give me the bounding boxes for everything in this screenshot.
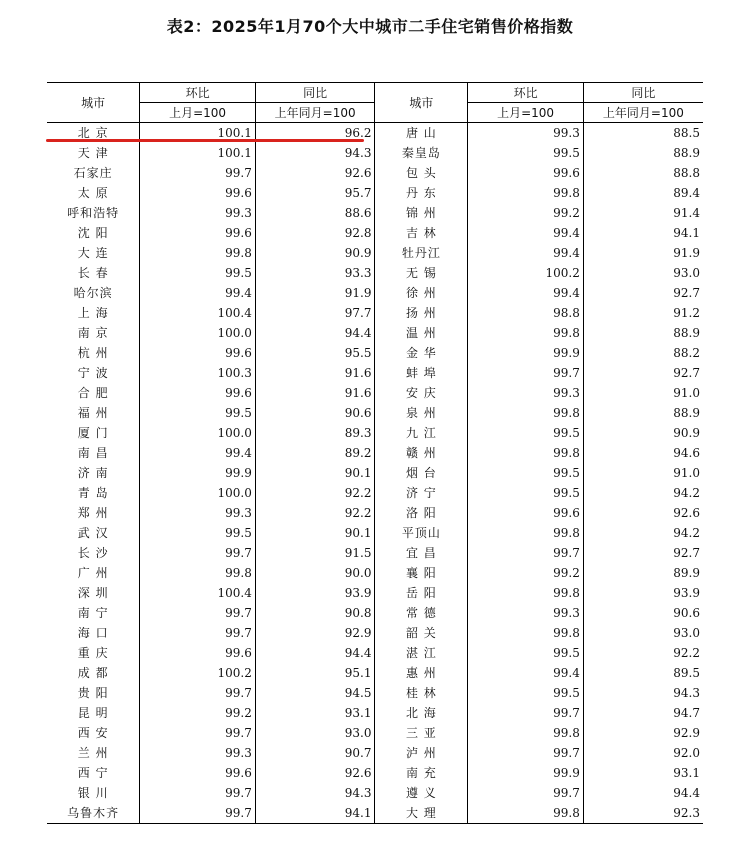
yoy-left-cell: 95.5 — [255, 343, 375, 363]
mom-left-cell: 99.4 — [140, 283, 256, 303]
table-row — [47, 263, 703, 283]
city-right-cell: 无 锡 — [375, 263, 468, 283]
city-right-cell: 惠 州 — [375, 663, 468, 683]
city-left-cell: 合 肥 — [77, 386, 109, 400]
city-right-cell: 桂 林 — [375, 683, 468, 703]
city-left-cell: 上 海 — [77, 306, 109, 320]
city-right-cell: 赣 州 — [375, 443, 468, 463]
mom-left-cell: 99.3 — [140, 743, 256, 763]
table-row — [47, 563, 703, 583]
yoy-right-cell: 92.7 — [583, 543, 703, 563]
yoy-left-cell: 97.7 — [255, 303, 375, 323]
mom-right-cell: 99.5 — [468, 483, 584, 503]
table-row — [47, 623, 703, 643]
yoy-right-cell: 94.6 — [583, 443, 703, 463]
mom-left-cell: 100.0 — [140, 423, 256, 443]
yoy-right-cell: 92.6 — [583, 503, 703, 523]
mom-left-cell: 99.7 — [140, 803, 256, 824]
city-left-cell: 太 原 — [77, 186, 109, 200]
yoy-right-cell: 89.9 — [583, 563, 703, 583]
city-left-cell: 福 州 — [77, 406, 109, 420]
yoy-right-cell: 94.4 — [583, 783, 703, 803]
table-row — [47, 163, 703, 183]
mom-left-cell: 99.5 — [140, 523, 256, 543]
yoy-right-cell: 94.1 — [583, 223, 703, 243]
table-row — [47, 403, 703, 423]
yoy-left-cell: 90.7 — [255, 743, 375, 763]
yoy-left-cell: 92.8 — [255, 223, 375, 243]
city-right-cell: 南 充 — [375, 763, 468, 783]
city-right-cell: 遵 义 — [375, 783, 468, 803]
city-right-cell: 韶 关 — [375, 623, 468, 643]
table-row — [47, 443, 703, 463]
mom-right-cell: 99.4 — [468, 243, 584, 263]
yoy-left-cell: 89.3 — [255, 423, 375, 443]
city-right-cell: 湛 江 — [375, 643, 468, 663]
yoy-right-cell: 93.9 — [583, 583, 703, 603]
city-left-cell: 沈 阳 — [77, 226, 109, 240]
city-left-cell: 南 京 — [77, 326, 109, 340]
city-left-cell: 天 津 — [77, 146, 109, 160]
city-right-cell: 大 理 — [375, 803, 468, 824]
yoy-right-cell: 92.2 — [583, 643, 703, 663]
mom-left-cell: 99.6 — [140, 383, 256, 403]
yoy-left-cell: 92.2 — [255, 503, 375, 523]
mom-right-cell: 99.8 — [468, 443, 584, 463]
mom-right-cell: 99.7 — [468, 743, 584, 763]
mom-right-cell: 99.8 — [468, 403, 584, 423]
city-right-cell: 包 头 — [375, 163, 468, 183]
city-right-cell: 徐 州 — [375, 283, 468, 303]
mom-left-cell: 99.2 — [140, 703, 256, 723]
yoy-left-cell: 93.9 — [255, 583, 375, 603]
yoy-left-cell: 92.6 — [255, 763, 375, 783]
yoy-left-cell: 91.6 — [255, 363, 375, 383]
city-right-cell: 襄 阳 — [375, 563, 468, 583]
mom-right-cell: 99.5 — [468, 423, 584, 443]
mom-right-cell: 99.7 — [468, 543, 584, 563]
table-row — [47, 703, 703, 723]
table-title: 表2：2025年1月70个大中城市二手住宅销售价格指数 — [166, 17, 574, 36]
table-row — [47, 603, 703, 623]
yoy-right-cell: 89.5 — [583, 663, 703, 683]
city-right-cell: 岳 阳 — [375, 583, 468, 603]
mom-left-cell: 99.6 — [140, 223, 256, 243]
table-row — [47, 243, 703, 263]
city-right-cell: 锦 州 — [375, 203, 468, 223]
city-left-cell: 重 庆 — [77, 646, 109, 660]
mom-right-cell: 99.9 — [468, 343, 584, 363]
mom-left-cell: 99.6 — [140, 183, 256, 203]
mom-left-cell: 100.4 — [140, 583, 256, 603]
mom-right-cell: 99.4 — [468, 663, 584, 683]
city-left-cell: 西 安 — [77, 726, 109, 740]
mom-right-cell: 99.7 — [468, 783, 584, 803]
city-left-cell: 哈尔滨 — [73, 286, 113, 300]
yoy-right-cell: 91.4 — [583, 203, 703, 223]
city-left-cell: 宁 波 — [77, 366, 109, 380]
yoy-left-cell: 90.9 — [255, 243, 375, 263]
mom-right-cell: 99.2 — [468, 563, 584, 583]
mom-right-cell: 99.5 — [468, 643, 584, 663]
yoy-base-right: 上年同月=100 — [583, 103, 703, 123]
city-left-cell: 深 圳 — [77, 586, 109, 600]
yoy-right-cell: 93.1 — [583, 763, 703, 783]
yoy-left-cell: 90.1 — [255, 463, 375, 483]
city-left-cell: 贵 阳 — [77, 686, 109, 700]
yoy-right-cell: 93.0 — [583, 623, 703, 643]
yoy-right-cell: 94.2 — [583, 523, 703, 543]
yoy-left-cell: 95.1 — [255, 663, 375, 683]
mom-left-cell: 99.7 — [140, 623, 256, 643]
table-row — [47, 423, 703, 443]
mom-left-cell: 99.9 — [140, 463, 256, 483]
mom-left-cell: 99.4 — [140, 443, 256, 463]
table-row — [47, 183, 703, 203]
yoy-right-cell: 92.7 — [583, 283, 703, 303]
mom-left-cell: 99.5 — [140, 403, 256, 423]
city-left-cell: 海 口 — [77, 626, 109, 640]
mom-right-cell: 99.8 — [468, 623, 584, 643]
table-row — [47, 523, 703, 543]
yoy-right-cell: 92.7 — [583, 363, 703, 383]
yoy-right-cell: 91.0 — [583, 383, 703, 403]
yoy-right-cell: 92.9 — [583, 723, 703, 743]
yoy-left-cell: 94.3 — [255, 783, 375, 803]
yoy-left-cell: 90.6 — [255, 403, 375, 423]
yoy-right-cell: 88.9 — [583, 403, 703, 423]
table-row — [47, 783, 703, 803]
mom-left-cell: 99.8 — [140, 243, 256, 263]
mom-left-cell: 99.7 — [140, 783, 256, 803]
city-right-cell: 烟 台 — [375, 463, 468, 483]
city-right-cell: 三 亚 — [375, 723, 468, 743]
city-left-cell: 大 连 — [77, 246, 109, 260]
mom-right-cell: 99.8 — [468, 803, 584, 824]
yoy-header-right: 同比 — [583, 83, 703, 103]
mom-left-cell: 100.2 — [140, 663, 256, 683]
city-right-cell: 济 宁 — [375, 483, 468, 503]
mom-right-cell: 98.8 — [468, 303, 584, 323]
yoy-left-cell: 93.0 — [255, 723, 375, 743]
mom-right-cell: 99.8 — [468, 183, 584, 203]
yoy-left-cell: 90.1 — [255, 523, 375, 543]
yoy-right-cell: 90.9 — [583, 423, 703, 443]
yoy-right-cell: 92.3 — [583, 803, 703, 824]
table-body — [47, 123, 703, 824]
table-row — [47, 643, 703, 663]
city-left-cell: 银 川 — [77, 786, 109, 800]
city-left-cell: 乌鲁木齐 — [47, 803, 140, 824]
city-left-cell: 郑 州 — [77, 506, 109, 520]
yoy-left-cell: 93.1 — [255, 703, 375, 723]
yoy-right-cell: 94.7 — [583, 703, 703, 723]
city-left-cell: 石家庄 — [73, 166, 113, 180]
table-row — [47, 363, 703, 383]
mom-right-cell: 99.2 — [468, 203, 584, 223]
mom-right-cell: 99.6 — [468, 163, 584, 183]
yoy-right-cell: 88.9 — [583, 323, 703, 343]
city-left-cell: 广 州 — [77, 566, 109, 580]
mom-left-cell: 99.3 — [140, 203, 256, 223]
city-left-cell: 成 都 — [77, 666, 109, 680]
mom-left-cell: 100.0 — [140, 483, 256, 503]
mom-right-cell: 99.9 — [468, 763, 584, 783]
yoy-right-cell: 94.3 — [583, 683, 703, 703]
yoy-left-cell: 94.1 — [255, 803, 375, 824]
city-left-cell: 青 岛 — [77, 486, 109, 500]
yoy-left-cell: 92.9 — [255, 623, 375, 643]
table-row — [47, 343, 703, 363]
table-row — [47, 763, 703, 783]
yoy-left-cell: 91.5 — [255, 543, 375, 563]
yoy-right-cell: 91.2 — [583, 303, 703, 323]
mom-left-cell: 99.6 — [140, 643, 256, 663]
yoy-left-cell: 94.3 — [255, 143, 375, 163]
yoy-left-cell: 88.6 — [255, 203, 375, 223]
mom-right-cell: 99.5 — [468, 683, 584, 703]
mom-right-cell: 99.5 — [468, 463, 584, 483]
mom-left-cell: 99.6 — [140, 763, 256, 783]
mom-right-cell: 99.4 — [468, 283, 584, 303]
city-right-cell: 安 庆 — [375, 383, 468, 403]
yoy-left-cell: 92.6 — [255, 163, 375, 183]
mom-left-cell: 99.5 — [140, 263, 256, 283]
yoy-right-cell: 90.6 — [583, 603, 703, 623]
city-right-cell: 唐 山 — [375, 123, 468, 144]
table-row — [47, 303, 703, 323]
mom-right-cell: 99.7 — [468, 363, 584, 383]
mom-left-cell: 99.7 — [140, 543, 256, 563]
city-right-cell: 宜 昌 — [375, 543, 468, 563]
table-row — [47, 223, 703, 243]
city-left-cell: 长 沙 — [77, 546, 109, 560]
yoy-left-cell: 90.0 — [255, 563, 375, 583]
yoy-left-cell: 90.8 — [255, 603, 375, 623]
mom-left-cell: 99.8 — [140, 563, 256, 583]
mom-right-cell: 99.7 — [468, 703, 584, 723]
mom-left-cell: 99.3 — [140, 503, 256, 523]
yoy-right-cell: 91.9 — [583, 243, 703, 263]
mom-right-cell: 99.8 — [468, 323, 584, 343]
mom-right-cell: 99.6 — [468, 503, 584, 523]
city-left-cell: 呼和浩特 — [67, 206, 120, 220]
yoy-right-cell: 91.0 — [583, 463, 703, 483]
mom-right-cell: 99.4 — [468, 223, 584, 243]
mom-header-right: 环比 — [468, 83, 584, 103]
city-left-cell: 长 春 — [77, 266, 109, 280]
yoy-right-cell: 93.0 — [583, 263, 703, 283]
city-left-cell: 昆 明 — [77, 706, 109, 720]
table-row — [47, 723, 703, 743]
yoy-right-cell: 92.0 — [583, 743, 703, 763]
city-right-cell: 扬 州 — [375, 303, 468, 323]
city-left-cell: 南 昌 — [77, 446, 109, 460]
yoy-left-cell: 94.4 — [255, 643, 375, 663]
table-row — [47, 323, 703, 343]
city-right-cell: 北 海 — [375, 703, 468, 723]
city-right-cell: 洛 阳 — [375, 503, 468, 523]
mom-right-cell: 99.8 — [468, 523, 584, 543]
city-header-right: 城市 — [375, 83, 468, 123]
city-right-cell: 吉 林 — [375, 223, 468, 243]
table-row — [47, 743, 703, 763]
yoy-right-cell: 89.4 — [583, 183, 703, 203]
city-header-left: 城市 — [47, 83, 140, 123]
mom-right-cell: 99.8 — [468, 583, 584, 603]
city-right-cell: 平顶山 — [375, 523, 468, 543]
yoy-left-cell: 92.2 — [255, 483, 375, 503]
mom-left-cell: 99.7 — [140, 603, 256, 623]
highlight-underline — [46, 139, 364, 142]
yoy-base-left: 上年同月=100 — [255, 103, 375, 123]
city-right-cell: 温 州 — [375, 323, 468, 343]
yoy-left-cell: 94.5 — [255, 683, 375, 703]
mom-left-cell: 99.7 — [140, 683, 256, 703]
yoy-right-cell: 94.2 — [583, 483, 703, 503]
mom-header-left: 环比 — [140, 83, 256, 103]
mom-left-cell: 100.4 — [140, 303, 256, 323]
city-right-cell: 常 德 — [375, 603, 468, 623]
table-row — [47, 143, 703, 163]
city-right-cell: 金 华 — [375, 343, 468, 363]
yoy-left-cell: 96.2 — [255, 123, 375, 144]
yoy-left-cell: 89.2 — [255, 443, 375, 463]
yoy-left-cell: 94.4 — [255, 323, 375, 343]
table-row — [47, 463, 703, 483]
yoy-left-cell: 95.7 — [255, 183, 375, 203]
city-left-cell: 西 宁 — [77, 766, 109, 780]
city-left-cell: 兰 州 — [77, 746, 109, 760]
table-row — [47, 203, 703, 223]
table-row — [47, 583, 703, 603]
city-right-cell: 泉 州 — [375, 403, 468, 423]
mom-right-cell: 99.3 — [468, 123, 584, 144]
city-right-cell: 牡丹江 — [375, 243, 468, 263]
mom-right-cell: 100.2 — [468, 263, 584, 283]
mom-left-cell: 100.1 — [140, 143, 256, 163]
city-right-cell: 九 江 — [375, 423, 468, 443]
table-row — [47, 543, 703, 563]
yoy-right-cell: 88.9 — [583, 143, 703, 163]
mom-left-cell: 99.7 — [140, 723, 256, 743]
yoy-right-cell: 88.2 — [583, 343, 703, 363]
mom-left-cell: 100.1 — [140, 123, 256, 144]
yoy-left-cell: 91.6 — [255, 383, 375, 403]
mom-right-cell: 99.5 — [468, 143, 584, 163]
city-left-cell: 厦 门 — [77, 426, 109, 440]
mom-left-cell: 99.6 — [140, 343, 256, 363]
city-left-cell: 济 南 — [77, 466, 109, 480]
yoy-header-left: 同比 — [255, 83, 375, 103]
mom-left-cell: 100.0 — [140, 323, 256, 343]
city-left-cell: 北 京 — [77, 126, 109, 140]
mom-base-left: 上月=100 — [140, 103, 256, 123]
table-row — [47, 803, 703, 824]
city-right-cell: 秦皇岛 — [375, 143, 468, 163]
yoy-right-cell: 88.8 — [583, 163, 703, 183]
price-index-table — [47, 82, 703, 824]
yoy-left-cell: 91.9 — [255, 283, 375, 303]
mom-left-cell: 100.3 — [140, 363, 256, 383]
yoy-left-cell: 93.3 — [255, 263, 375, 283]
mom-right-cell: 99.3 — [468, 603, 584, 623]
yoy-right-cell: 88.5 — [583, 123, 703, 144]
mom-base-right: 上月=100 — [468, 103, 584, 123]
mom-right-cell: 99.8 — [468, 723, 584, 743]
city-left-cell: 南 宁 — [77, 606, 109, 620]
city-left-cell: 武 汉 — [77, 526, 109, 540]
table-row — [47, 683, 703, 703]
city-left-cell: 杭 州 — [77, 346, 109, 360]
table-row — [47, 503, 703, 523]
table-row — [47, 483, 703, 503]
table-row — [47, 383, 703, 403]
mom-left-cell: 99.7 — [140, 163, 256, 183]
city-right-cell: 蚌 埠 — [375, 363, 468, 383]
table-row — [47, 283, 703, 303]
table-row — [47, 663, 703, 683]
mom-right-cell: 99.3 — [468, 383, 584, 403]
city-right-cell: 丹 东 — [375, 183, 468, 203]
city-right-cell: 泸 州 — [375, 743, 468, 763]
